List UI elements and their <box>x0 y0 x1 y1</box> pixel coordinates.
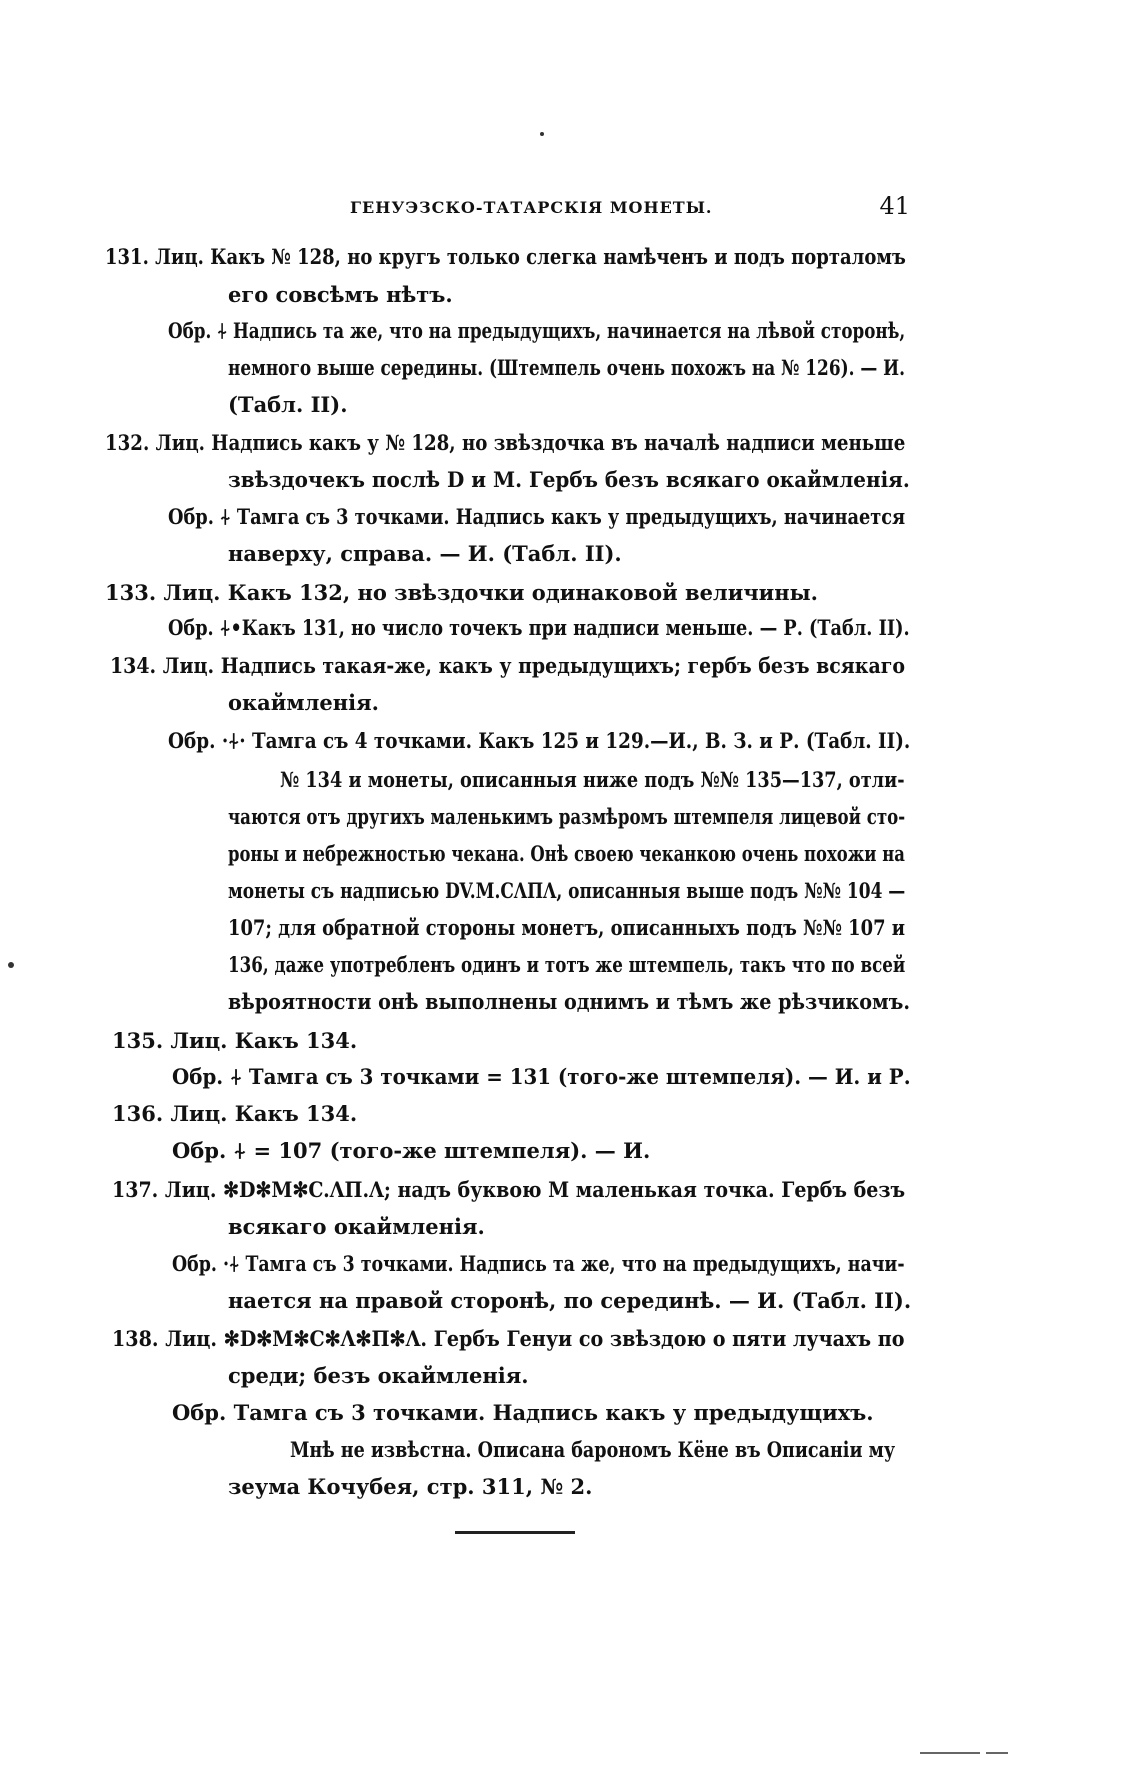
text-line: монеты съ надписью DV.M.CΛΠΛ, описанныя выше подъ №№ 104 — <box>228 878 906 903</box>
text-line: (Табл. II). <box>228 392 348 417</box>
text-line: № 134 и монеты, описанныя ниже подъ №№ 135—137, отли- <box>280 767 905 792</box>
text-line: Обр. ⍭•Какъ 131, но число точекъ при надписи меньше. — Р. (Табл. II). <box>168 615 910 640</box>
text-line: 131. Лиц. Какъ № 128, но кругъ только слегка намѣченъ и подъ порталомъ <box>105 244 906 269</box>
text-line: 138. Лиц. ✻D✻M✻C✻Λ✻Π✻Λ. Гербъ Генуи со звѣздою о пяти лучахъ по <box>112 1326 905 1351</box>
text-line: 136, даже употребленъ одинъ и тотъ же штемпель, такъ что по всей <box>228 952 906 977</box>
text-line: Мнѣ не извѣстна. Описана барономъ Кёне въ Описаніи му <box>290 1437 896 1462</box>
text-line: 132. Лиц. Надпись какъ у № 128, но звѣздочка въ началѣ надписи меньше <box>105 430 906 455</box>
text-line: нается на правой сторонѣ, по серединѣ. — И. (Табл. II). <box>228 1288 912 1313</box>
closing-rule <box>455 1531 575 1534</box>
text-line: 137. Лиц. ✻D✻M✻C.ΛΠ.Λ; надъ буквою M маленькая точка. Гербъ безъ <box>112 1177 906 1202</box>
text-line: его совсѣмъ нѣтъ. <box>228 282 453 307</box>
text-line: 135. Лиц. Какъ 134. <box>112 1028 358 1053</box>
text-line: окаймленія. <box>228 690 379 715</box>
page-number: 41 <box>879 192 910 220</box>
text-line: вѣроятности онѣ выполнены однимъ и тѣмъ же рѣзчикомъ. <box>228 989 911 1014</box>
print-speck <box>540 132 544 136</box>
running-head: ГЕНУЭЗСКО-ТАТАРСКІЯ МОНЕТЫ. <box>350 198 713 217</box>
text-line: Обр. ⍭ Тамга съ 3 точками = 131 (того-же штемпеля). — И. и Р. <box>172 1064 911 1089</box>
text-line: Обр. ·⍭ Тамга съ 3 точками. Надпись та же, что на предыдущихъ, начи- <box>172 1251 905 1276</box>
bottom-mark <box>986 1752 1008 1754</box>
text-line: Обр. ⍭ = 107 (того-же штемпеля). — И. <box>172 1138 651 1163</box>
text-line: Обр. ⍭ Надпись та же, что на предыдущихъ, начинается на лѣвой сторонѣ, <box>168 318 906 343</box>
page-header <box>110 192 910 224</box>
text-line: 107; для обратной стороны монетъ, описанныхъ подъ №№ 107 и <box>228 915 906 940</box>
bottom-mark <box>920 1752 980 1754</box>
text-line: 133. Лиц. Какъ 132, но звѣздочки одинаковой величины. <box>105 580 818 605</box>
text-line: всякаго окаймленія. <box>228 1214 485 1239</box>
text-line: зеума Кочубея, стр. 311, № 2. <box>228 1474 593 1499</box>
text-line: звѣздочекъ послѣ D и M. Гербъ безъ всякаго окаймленія. <box>228 467 910 492</box>
text-line: немного выше середины. (Штемпель очень похожъ на № 126). — И. <box>228 355 906 380</box>
text-line: Обр. ·⍭· Тамга съ 4 точками. Какъ 125 и 129.—И., В. З. и Р. (Табл. II). <box>168 728 911 753</box>
text-line: Обр. ⍭ Тамга съ 3 точками. Надпись какъ у предыдущихъ, начинается <box>168 504 906 529</box>
text-line: среди; безъ окаймленія. <box>228 1363 529 1388</box>
text-line: чаются отъ другихъ маленькимъ размѣромъ штемпеля лицевой сто- <box>228 804 906 829</box>
text-line: роны и небрежностью чекана. Онѣ своею чеканкою очень похожи на <box>228 841 905 866</box>
text-line: наверху, справа. — И. (Табл. II). <box>228 541 622 566</box>
print-speck <box>8 962 14 968</box>
text-line: 136. Лиц. Какъ 134. <box>112 1101 358 1126</box>
text-line: 134. Лиц. Надпись такая-же, какъ у предыдущихъ; гербъ безъ всякаго <box>110 653 906 678</box>
text-line: Обр. Тамга съ 3 точками. Надпись какъ у предыдущихъ. <box>172 1400 874 1425</box>
